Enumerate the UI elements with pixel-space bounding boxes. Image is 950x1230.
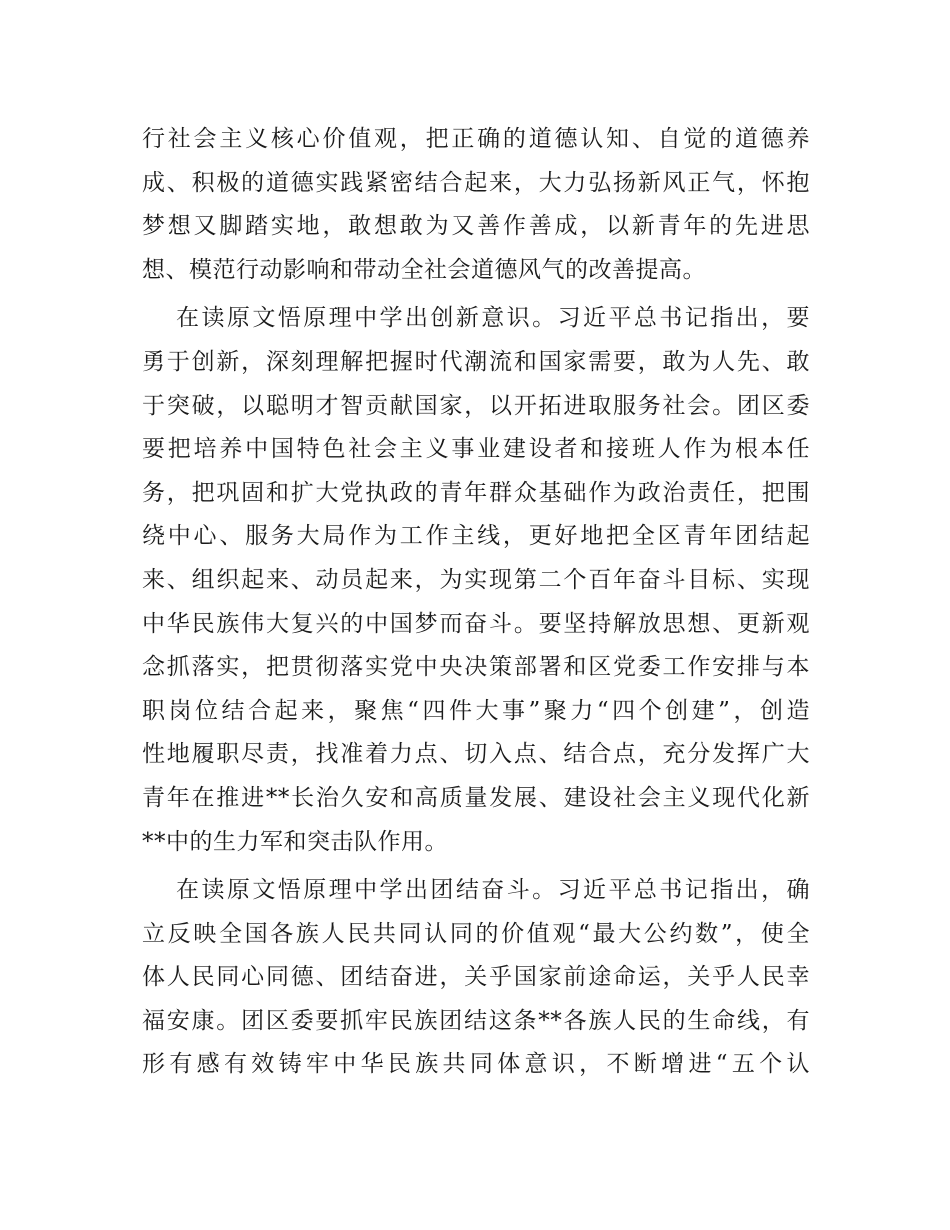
text-line: 要把培养中国特色社会主义事业建设者和接班人作为根本任: [142, 436, 810, 463]
text-line: 在读原文悟原理中学出创新意识。习近平总书记指出，要: [176, 305, 810, 332]
text-line: 在读原文悟原理中学出团结奋斗。习近平总书记指出，确: [176, 877, 810, 904]
text-line: 福安康。团区委要抓牢民族团结这条**各族人民的生命线，有: [142, 1007, 810, 1034]
text-line: 成、积极的道德实践紧密结合起来，大力弘扬新风正气，怀抱: [142, 169, 810, 196]
paragraph-3: [142, 869, 810, 1087]
text-line: 立反映全国各族人民共同认同的价值观“最大公约数”，使全: [142, 920, 810, 947]
paragraph-2: [142, 297, 810, 864]
text-line: 来、组织起来、动员起来，为实现第二个百年奋斗目标、实现: [142, 566, 810, 593]
text-line: **中的生力军和突击队作用。: [142, 828, 448, 855]
text-line: 务，把巩固和扩大党执政的青年群众基础作为政治责任，把围: [142, 479, 810, 506]
text-line: 勇于创新，深刻理解把握时代潮流和国家需要，敢为人先、敢: [142, 348, 810, 375]
text-line: 职岗位结合起来，聚焦“四件大事”聚力“四个创建”，创造: [142, 697, 810, 724]
text-line: 想、模范行动影响和带动全社会道德风气的改善提高。: [142, 256, 706, 283]
text-line: 梦想又脚踏实地，敢想敢为又善作善成，以新青年的先进思: [142, 213, 810, 240]
text-line: 行社会主义核心价值观，把正确的道德认知、自觉的道德养: [142, 126, 810, 152]
paragraph-1: [142, 118, 810, 292]
text-line: 于突破，以聪明才智贡献国家，以开拓进取服务社会。团区委: [142, 392, 810, 419]
text-line: 体人民同心同德、团结奋进，关乎国家前途命运，关乎人民幸: [142, 964, 810, 991]
text-line: 青年在推进**长治久安和高质量发展、建设社会主义现代化新: [142, 784, 810, 811]
document-body: [142, 118, 810, 1092]
text-line: 中华民族伟大复兴的中国梦而奋斗。要坚持解放思想、更新观: [142, 610, 810, 637]
text-line: 形有感有效铸牢中华民族共同体意识，不断增进“五个认: [142, 1051, 810, 1078]
text-line: 性地履职尽责，找准着力点、切入点、结合点，充分发挥广大: [142, 741, 810, 768]
text-line: 念抓落实，把贯彻落实党中央决策部署和区党委工作安排与本: [142, 654, 810, 681]
text-line: 绕中心、服务大局作为工作主线，更好地把全区青年团结起: [142, 523, 810, 550]
